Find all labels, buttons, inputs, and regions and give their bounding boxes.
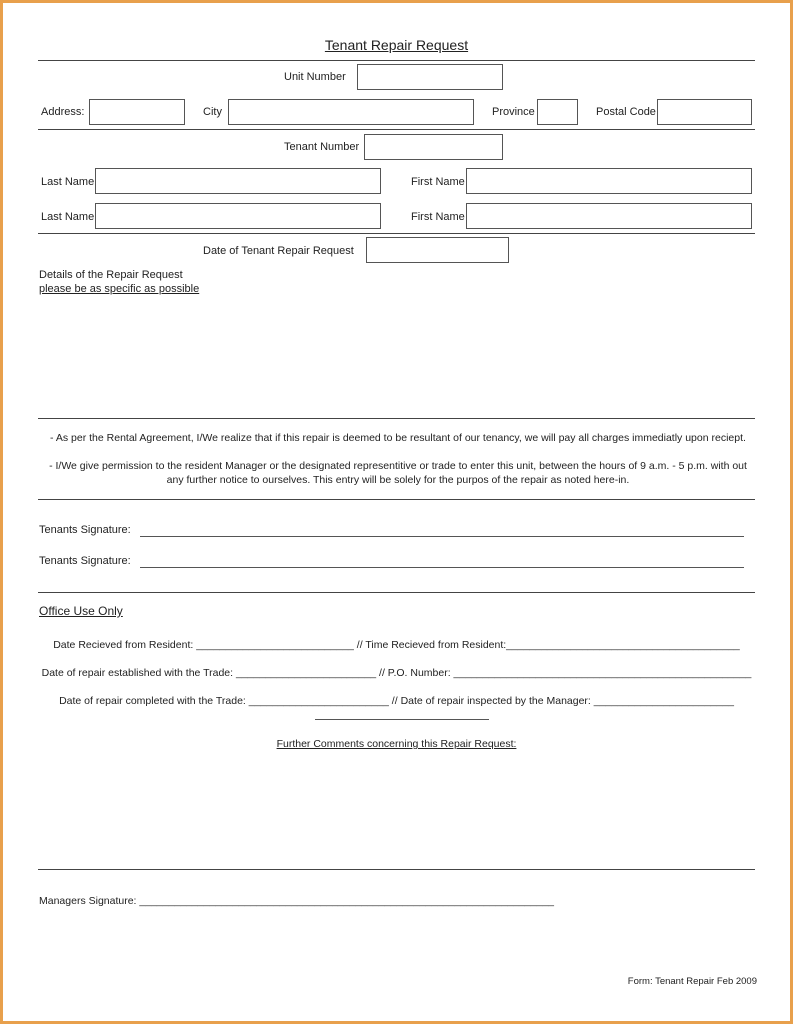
first-name-field-2[interactable] (466, 203, 752, 229)
inspection-date-continuation-line[interactable] (315, 719, 489, 720)
further-comments-area[interactable] (39, 755, 755, 865)
tenant-signature-label-2: Tenants Signature: (39, 555, 131, 567)
last-name-label-1: Last Name (41, 176, 95, 188)
divider (38, 499, 755, 500)
date-of-request-label: Date of Tenant Repair Request (203, 245, 354, 257)
tenant-number-label: Tenant Number (284, 141, 360, 153)
divider (38, 60, 755, 61)
agreement-clause-1: - As per the Rental Agreement, I/We realize that if this repair is deemed to be resultant of our tenancy, we will pay all charges immediatly upon reciept. (50, 432, 746, 444)
last-name-field-2[interactable] (95, 203, 381, 229)
divider (38, 869, 755, 870)
date-of-request-field[interactable] (366, 237, 509, 263)
tenant-signature-line-2[interactable] (140, 567, 744, 568)
details-heading: Details of the Repair Request (39, 269, 183, 281)
first-name-field-1[interactable] (466, 168, 752, 194)
divider (38, 418, 755, 419)
details-text-area[interactable] (39, 299, 755, 415)
divider (38, 233, 755, 234)
date-established-line[interactable]: Date of repair established with the Trade: ________________________ // P.O. Number: ___________________________________________________ (41, 667, 752, 679)
agreement-clause-2: - I/We give permission to the resident Manager or the designated representitive or trade to enter this unit, between the hours of 9 a.m. - 5 p.m. with out any further notice to ourselves. This entry will be solely for the purpos of the repair as noted here-in. (49, 460, 747, 486)
tenant-number-field[interactable] (364, 134, 503, 160)
province-field[interactable] (537, 99, 578, 125)
date-received-line[interactable]: Date Recieved from Resident: ___________________________ // Time Recieved from Resident:________________________________________ (53, 639, 740, 651)
manager-signature-line[interactable]: Managers Signature: _______________________________________________________________________ (39, 895, 555, 907)
postal-code-field[interactable] (657, 99, 752, 125)
further-comments-heading: Further Comments concerning this Repair Request: (276, 738, 517, 750)
address-label: Address: (41, 106, 85, 118)
tenant-signature-label-1: Tenants Signature: (39, 524, 131, 536)
province-label: Province (492, 106, 535, 118)
last-name-label-2: Last Name (41, 211, 95, 223)
tenant-signature-line-1[interactable] (140, 536, 744, 537)
form-title: Tenant Repair Request (324, 37, 469, 53)
form-footer: Form: Tenant Repair Feb 2009 (627, 976, 757, 987)
city-label: City (203, 106, 222, 118)
city-field[interactable] (228, 99, 474, 125)
unit-number-field[interactable] (357, 64, 503, 90)
date-completed-line[interactable]: Date of repair completed with the Trade: ________________________ // Date of repair inspected by the Manager: ________________________ (59, 695, 734, 707)
address-field[interactable] (89, 99, 185, 125)
postal-code-label: Postal Code (596, 106, 656, 118)
office-use-heading: Office Use Only (39, 604, 123, 618)
unit-number-label: Unit Number (284, 71, 346, 83)
first-name-label-1: First Name (411, 176, 465, 188)
last-name-field-1[interactable] (95, 168, 381, 194)
first-name-label-2: First Name (411, 211, 465, 223)
divider (38, 129, 755, 130)
divider (38, 592, 755, 593)
details-subheading: please be as specific as possible (39, 283, 200, 295)
